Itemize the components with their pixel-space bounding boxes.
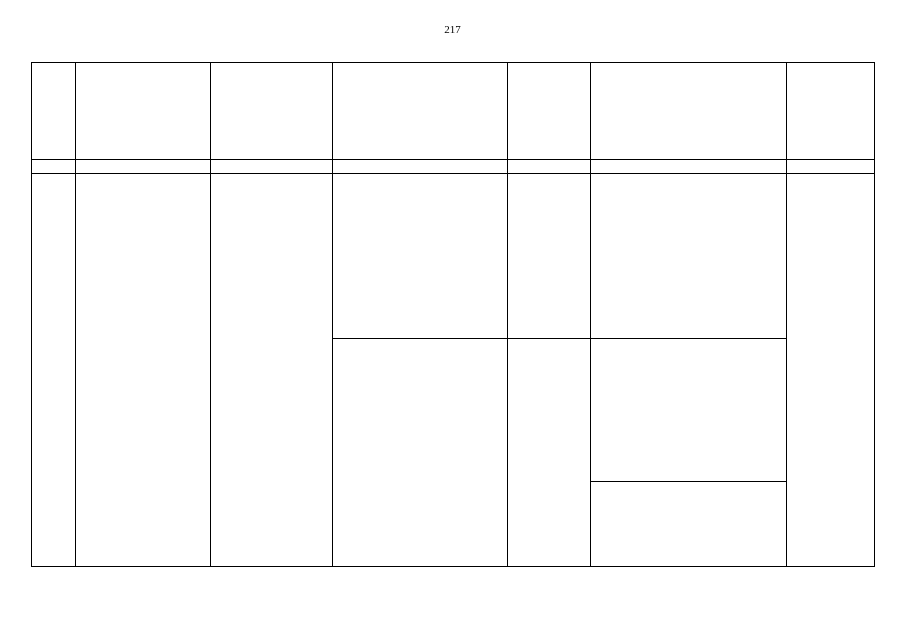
table-cell: [333, 160, 508, 174]
table-cell: [211, 160, 333, 174]
header-icd-codes: [211, 63, 333, 160]
cell-treatment-method: [591, 174, 787, 339]
cell-patient-model: [333, 339, 508, 567]
table-column-number-row: [32, 160, 875, 174]
table-cell: [32, 160, 76, 174]
table-cell: [591, 160, 787, 174]
header-vmp-name: [76, 63, 211, 160]
cell-vmp-name: [76, 174, 211, 567]
header-treatment-method: [591, 63, 787, 160]
page-number: 217: [444, 24, 461, 36]
cell-avg-cost: [787, 174, 875, 567]
cell-treatment-method: [591, 339, 787, 482]
cell-patient-model: [333, 174, 508, 339]
cell-group-no: [32, 174, 76, 567]
cell-icd-codes: [211, 174, 333, 567]
cell-treatment-type: [508, 339, 591, 567]
cell-treatment-type: [508, 174, 591, 339]
header-avg-cost: [787, 63, 875, 160]
table-cell: [508, 160, 591, 174]
cell-treatment-method: [591, 482, 787, 567]
vmp-table: [31, 62, 875, 567]
table-cell: [76, 160, 211, 174]
header-patient-model: [333, 63, 508, 160]
table-cell: [787, 160, 875, 174]
header-treatment-type: [508, 63, 591, 160]
table-row: [32, 174, 875, 339]
header-group-no: [32, 63, 76, 160]
table-header-row: [32, 63, 875, 160]
